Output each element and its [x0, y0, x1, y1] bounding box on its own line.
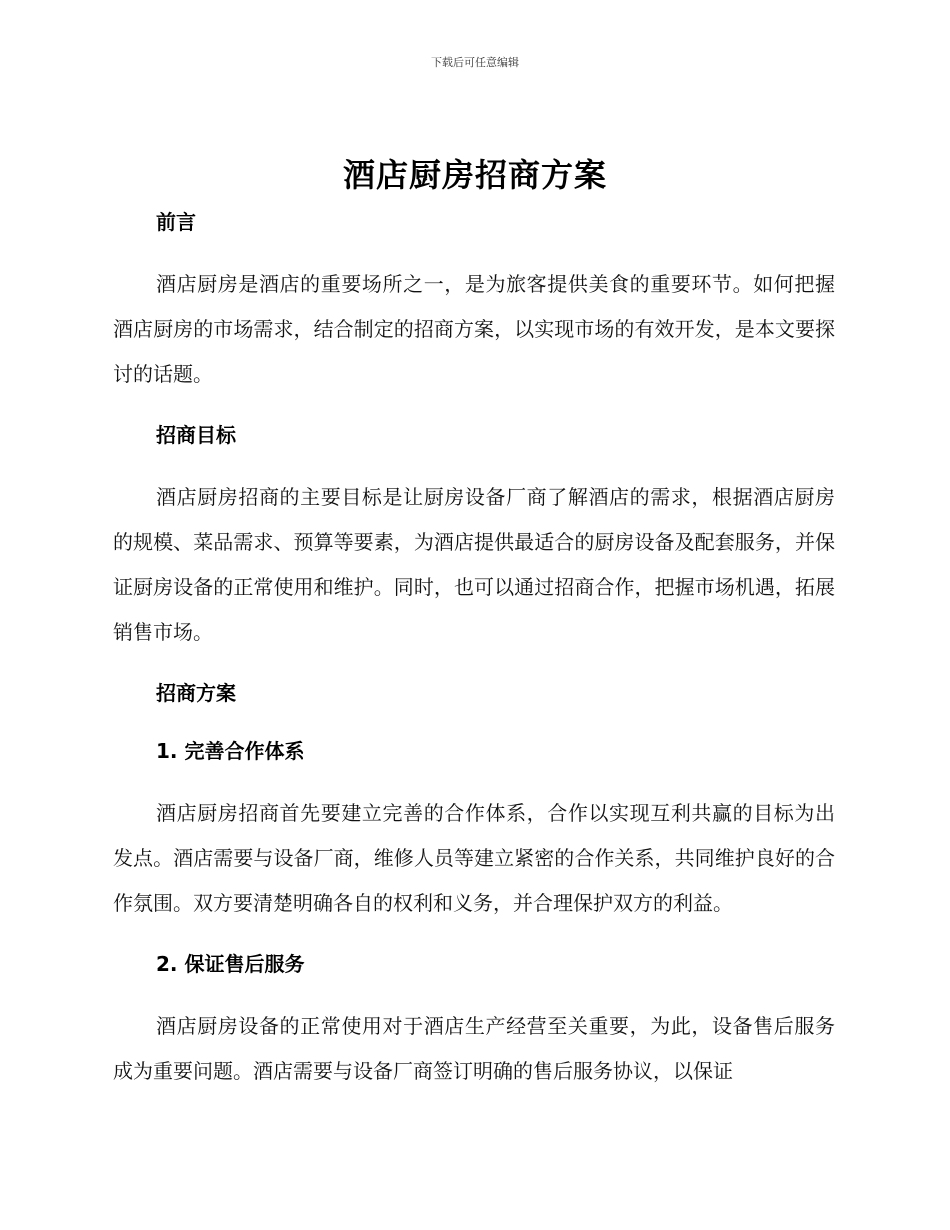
- section-paragraph-preface: 酒店厨房是酒店的重要场所之一，是为旅客提供美食的重要环节。如何把握酒店厨房的市场需求，结合制定的招商方案，以实现市场的有效开发，是本文要探讨的话题。: [113, 272, 835, 386]
- section-paragraph-plan-item-1: 酒店厨房招商首先要建立完善的合作体系，合作以实现互利共赢的目标为出发点。酒店需要与设备厂商，维修人员等建立紧密的合作关系，共同维护良好的合作氛围。双方要清楚明确各自的权利和义务，并合理保护双方的利益。: [113, 801, 835, 915]
- document-body: [113, 204, 835, 1094]
- section-paragraph-plan-item-2: 酒店厨房设备的正常使用对于酒店生产经营至关重要，为此，设备售后服务成为重要问题。酒店需要与设备厂商签订明确的售后服务协议，以保证: [113, 1014, 835, 1083]
- section-heading-plan: 招商方案: [156, 681, 236, 705]
- page-header: 下载后可任意编辑: [431, 56, 519, 69]
- document-title: 酒店厨房招商方案: [342, 156, 607, 194]
- section-paragraph-goal: 酒店厨房招商的主要目标是让厨房设备厂商了解酒店的需求，根据酒店厨房的规模、菜品需求、预算等要素，为酒店提供最适合的厨房设备及配套服务，并保证厨房设备的正常使用和维护。同时，也可以通过招商合作，把握市场机遇，拓展销售市场。: [113, 485, 835, 644]
- section-heading-plan-item-1: 1. 完善合作体系: [156, 739, 305, 763]
- section-heading-preface: 前言: [156, 210, 196, 234]
- section-heading-goal: 招商目标: [156, 423, 236, 447]
- section-heading-plan-item-2: 2. 保证售后服务: [156, 952, 305, 976]
